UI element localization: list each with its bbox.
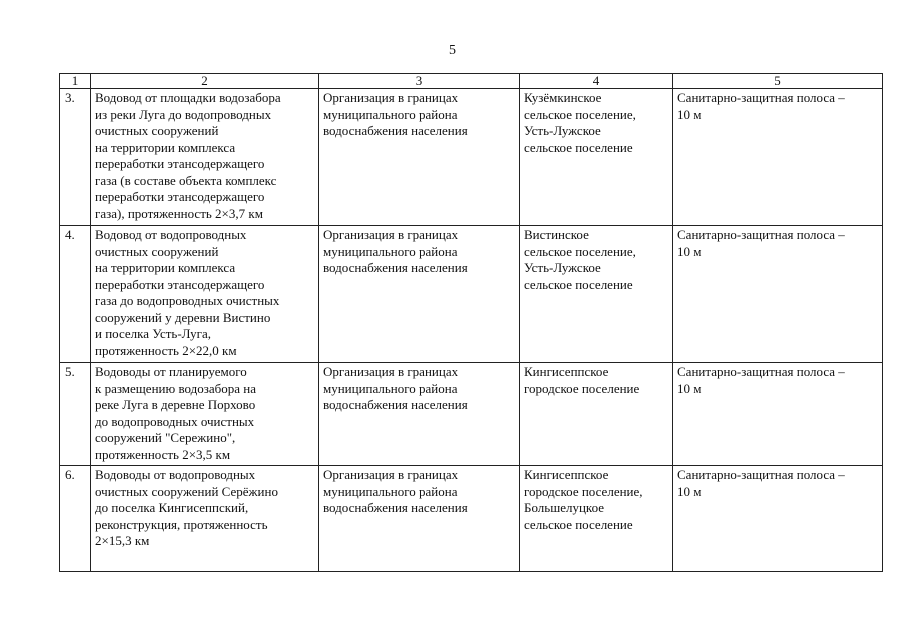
row-number: 5. [60, 363, 91, 466]
row-number: 3. [60, 89, 91, 226]
object-description: Водовод от водопроводных очистных сооружений на территории комплекса переработки этансодержащего газа до водопроводных очистных сооружений у деревни Вистино и поселка Усть-Луга, протяженность 2×22,0 км [91, 226, 319, 363]
object-description: Водовод от площадки водозабора из реки Луга до водопроводных очистных сооружений на территории комплекса переработки этансодержащего газа (в составе объекта комплекс переработки этансодержащего газа), протяженность 2×3,7 км [91, 89, 319, 226]
location-cell: Вистинское сельское поселение, Усть-Лужское сельское поселение [520, 226, 673, 363]
column-header-3: 3 [319, 74, 520, 89]
table-row [60, 89, 883, 226]
location-cell: Кузёмкинское сельское поселение, Усть-Лужское сельское поселение [520, 89, 673, 226]
table-row [60, 363, 883, 466]
purpose-cell: Организация в границах муниципального района водоснабжения населения [319, 363, 520, 466]
protection-zone-cell: Санитарно-защитная полоса – 10 м [673, 89, 883, 226]
column-header-1: 1 [60, 74, 91, 89]
object-description: Водоводы от планируемого к размещению водозабора на реке Луга в деревне Порхово до водопроводных очистных сооружений "Сережино", протяженность 2×3,5 км [91, 363, 319, 466]
row-number: 6. [60, 466, 91, 572]
protection-zone-cell: Санитарно-защитная полоса – 10 м [673, 466, 883, 572]
protection-zone-cell: Санитарно-защитная полоса – 10 м [673, 363, 883, 466]
purpose-cell: Организация в границах муниципального района водоснабжения населения [319, 89, 520, 226]
location-cell: Кингисеппское городское поселение [520, 363, 673, 466]
row-number: 4. [60, 226, 91, 363]
object-description: Водоводы от водопроводных очистных сооружений Серёжино до поселка Кингисеппский, реконструкция, протяженность 2×15,3 км [91, 466, 319, 572]
page-number: 5 [449, 43, 456, 58]
protection-zone-cell: Санитарно-защитная полоса – 10 м [673, 226, 883, 363]
column-header-2: 2 [91, 74, 319, 89]
document-table [59, 73, 883, 572]
column-header-4: 4 [520, 74, 673, 89]
table-row [60, 466, 883, 572]
table-header-row [60, 74, 883, 89]
column-header-5: 5 [673, 74, 883, 89]
purpose-cell: Организация в границах муниципального района водоснабжения населения [319, 466, 520, 572]
table-row [60, 226, 883, 363]
location-cell: Кингисеппское городское поселение, Большелуцкое сельское поселение [520, 466, 673, 572]
purpose-cell: Организация в границах муниципального района водоснабжения населения [319, 226, 520, 363]
